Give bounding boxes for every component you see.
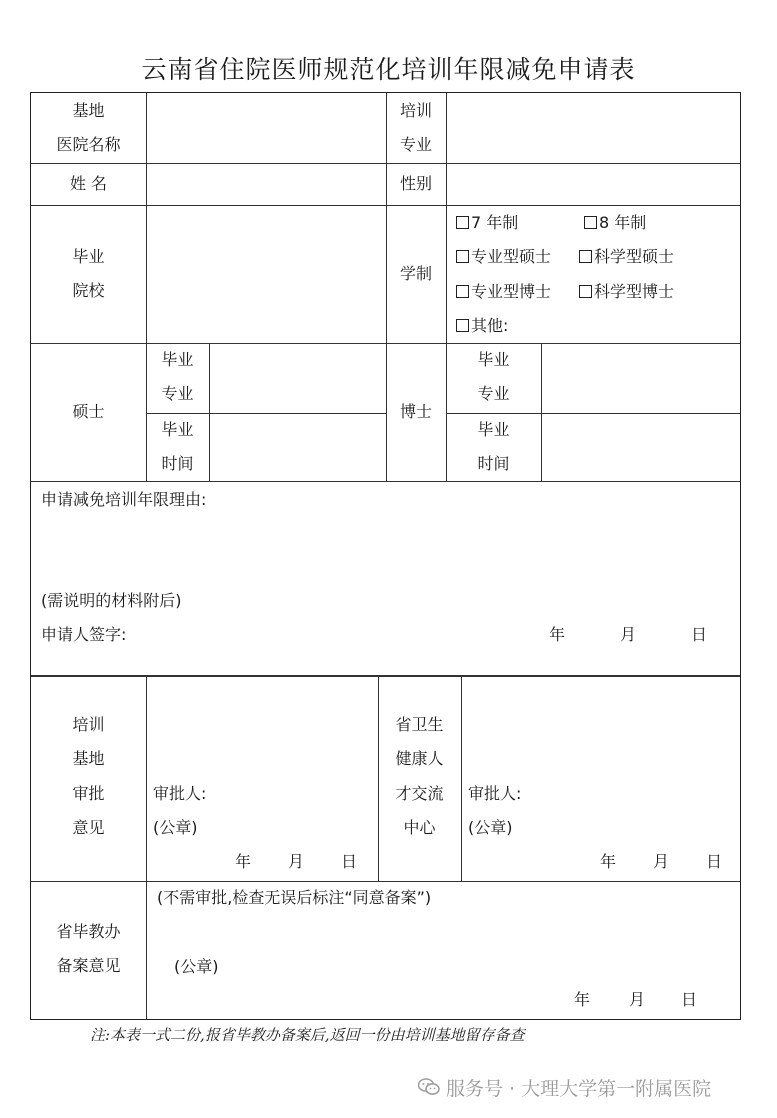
option-professional-master[interactable]: 专业型硕士 <box>456 240 551 274</box>
hospital-label: 基地 <box>72 101 105 120</box>
signature-label: 申请人签字: <box>41 625 127 644</box>
date-year: 年 <box>549 625 566 644</box>
option-other[interactable]: 其他: <box>456 309 508 343</box>
attachment-note: (需说明的材料附后) <box>41 591 182 610</box>
base-approval-label: 培训 <box>72 715 105 734</box>
system-label: 学制 <box>399 264 432 283</box>
base-approver-label: 审批人: <box>153 784 207 803</box>
application-form-table <box>30 92 741 1020</box>
provincial-center-label: 中心 <box>403 818 436 837</box>
col-divider <box>541 343 542 481</box>
gender-label: 性别 <box>399 174 432 193</box>
record-instruction: (不需审批,检查无误后标注“同意备案”) <box>157 888 432 907</box>
option-professional-doctor[interactable]: 专业型博士 <box>456 275 551 309</box>
page-title: 云南省住院医师规范化培训年限减免申请表 <box>141 55 636 84</box>
footnote: 注:本表一式二份,报省毕教办备案后,返回一份由培训基地留存备查 <box>90 1026 525 1044</box>
base-approval-label: 基地 <box>72 749 105 768</box>
col-divider <box>146 675 147 1019</box>
date-month: 月 <box>288 852 305 871</box>
record-label: 省毕教办 <box>56 922 121 941</box>
doctor-major-label: 毕业 <box>477 350 510 369</box>
hospital-label: 医院名称 <box>56 135 121 154</box>
date-year: 年 <box>600 852 617 871</box>
record-label: 备案意见 <box>56 956 121 975</box>
date-day: 日 <box>706 852 723 871</box>
provincial-center-label: 健康人 <box>395 749 444 768</box>
date-year: 年 <box>574 990 591 1009</box>
doctor-major-label: 专业 <box>477 384 510 403</box>
date-month: 月 <box>653 852 670 871</box>
checkbox-icon <box>456 319 469 332</box>
checkbox-icon <box>456 250 469 263</box>
master-major-label: 专业 <box>161 384 194 403</box>
date-day: 日 <box>691 625 708 644</box>
checkbox-icon <box>456 216 469 229</box>
row-divider <box>31 481 740 482</box>
provincial-approver-label: 审批人: <box>468 784 522 803</box>
provincial-center-label: 省卫生 <box>395 715 444 734</box>
master-time-label: 时间 <box>161 454 194 473</box>
watermark: 服务号 · 大理大学第一附属医院 <box>446 1078 712 1100</box>
record-seal-label: (公章) <box>174 957 219 976</box>
school-label: 毕业 <box>72 247 105 266</box>
wechat-icon <box>418 1078 440 1096</box>
provincial-seal-label: (公章) <box>468 818 513 837</box>
base-approval-label: 审批 <box>72 784 105 803</box>
date-month: 月 <box>629 990 646 1009</box>
major-label: 专业 <box>399 135 432 154</box>
date-day: 日 <box>341 852 358 871</box>
option-7-year[interactable]: 7 年制 <box>456 206 518 240</box>
option-academic-doctor[interactable]: 科学型博士 <box>579 275 674 309</box>
provincial-center-label: 才交流 <box>395 784 444 803</box>
date-day: 日 <box>681 990 698 1009</box>
date-month: 月 <box>620 625 637 644</box>
master-major-label: 毕业 <box>161 350 194 369</box>
school-label: 院校 <box>72 281 105 300</box>
reason-label: 申请减免培训年限理由: <box>41 490 207 509</box>
base-approval-label: 意见 <box>72 818 105 837</box>
col-divider <box>209 343 210 481</box>
major-label: 培训 <box>399 101 432 120</box>
doctor-time-label: 时间 <box>477 454 510 473</box>
col-divider <box>461 675 462 881</box>
doctor-time-label: 毕业 <box>477 420 510 439</box>
checkbox-icon <box>579 250 592 263</box>
master-label: 硕士 <box>72 402 105 421</box>
checkbox-icon <box>579 285 592 298</box>
name-label: 姓 名 <box>69 174 108 193</box>
option-8-year[interactable]: 8 年制 <box>584 206 646 240</box>
doctor-label: 博士 <box>399 402 432 421</box>
master-time-label: 毕业 <box>161 420 194 439</box>
date-year: 年 <box>235 852 252 871</box>
option-academic-master[interactable]: 科学型硕士 <box>579 240 674 274</box>
row-divider <box>31 675 740 677</box>
checkbox-icon <box>584 216 597 229</box>
checkbox-icon <box>456 285 469 298</box>
base-seal-label: (公章) <box>153 818 198 837</box>
